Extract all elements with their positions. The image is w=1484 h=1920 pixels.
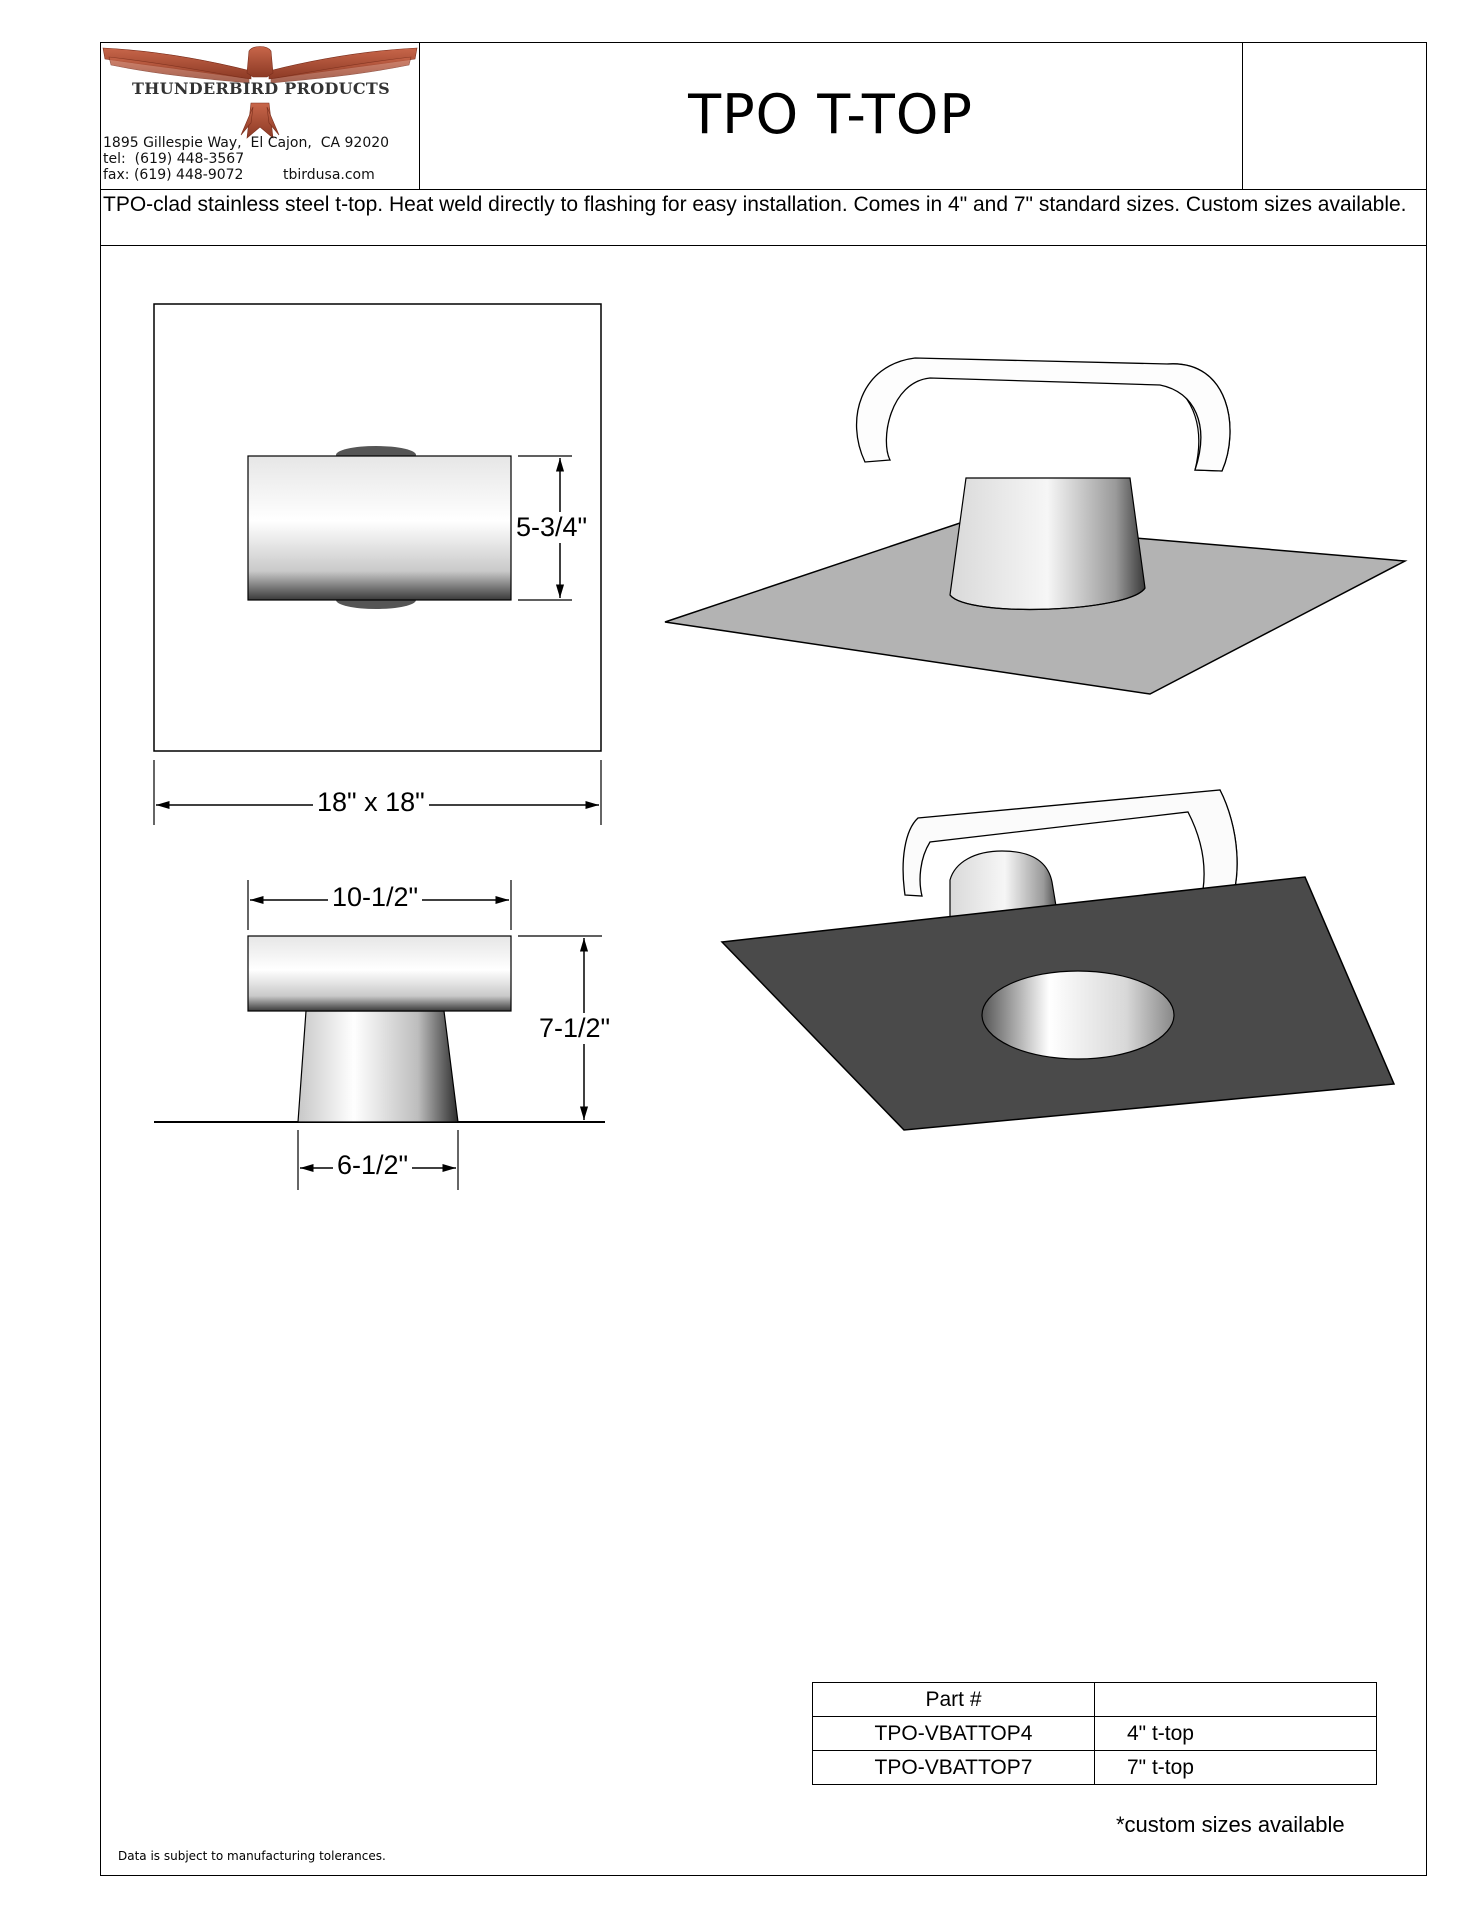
top-view (154, 304, 601, 825)
cap-side-view (248, 936, 511, 1011)
table-row (813, 1717, 1377, 1751)
company-fax: fax: (619) 448-9072 (103, 167, 244, 183)
part-number: TPO-VBATTOP4 (813, 1717, 1095, 1751)
cap-iso (857, 358, 1230, 471)
dim-label-top-height: 5-3/4" (512, 512, 591, 543)
disclaimer: Data is subject to manufacturing tolerances. (118, 1849, 386, 1863)
company-website-link[interactable]: tbirdusa.com (283, 167, 375, 183)
table-header-part: Part # (813, 1683, 1095, 1717)
part-number: TPO-VBATTOP7 (813, 1751, 1095, 1785)
cap-top-view (248, 456, 511, 600)
part-description: 4" t-top (1095, 1717, 1377, 1751)
isometric-view-top (665, 358, 1405, 694)
table-row (813, 1751, 1377, 1785)
dim-label-total-height: 7-1/2" (535, 1013, 614, 1044)
dim-label-base-size: 18" x 18" (313, 787, 429, 818)
company-name: THUNDERBIRD PRODUCTS (131, 79, 390, 98)
company-address: 1895 Gillespie Way, El Cajon, CA 92020 (103, 135, 390, 151)
isometric-view-bottom (722, 790, 1394, 1130)
dim-label-cap-width: 10-1/2" (328, 882, 422, 913)
table-header-desc (1095, 1683, 1377, 1717)
page-title: TPO T-TOP (688, 83, 973, 146)
company-tel: tel: (619) 448-3567 (103, 151, 245, 167)
part-description: 7" t-top (1095, 1751, 1377, 1785)
pipe-side-view (298, 1011, 458, 1122)
custom-sizes-note: *custom sizes available (1116, 1812, 1345, 1837)
dim-label-pipe-width: 6-1/2" (333, 1150, 412, 1181)
product-description: TPO-clad stainless steel t-top. Heat weld directly to flashing for easy installation. Comes in 4" and 7" standard sizes. Custom sizes available. (103, 193, 1407, 216)
pipe-hole (982, 971, 1174, 1059)
parts-table (812, 1682, 1377, 1785)
pipe-iso (950, 478, 1145, 609)
table-header-row (813, 1683, 1377, 1717)
